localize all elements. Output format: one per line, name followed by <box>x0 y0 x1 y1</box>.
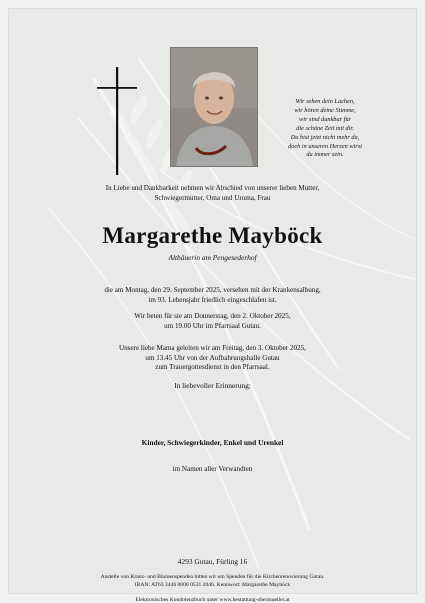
deceased-subtitle: Altbäuerin am Pengesederhof <box>168 253 257 262</box>
poem-line: Du bist jetzt nicht mehr da, <box>290 133 360 141</box>
poem-line: die schöne Zeit mit dir. <box>296 124 354 132</box>
family-address: 4293 Gutau, Fürling 16 <box>177 557 248 566</box>
intro-line: Schwiegermutter, Oma und Uroma, Frau <box>154 194 271 202</box>
mourners-list: Kinder, Schwiegerkinder, Enkel und Urenkel <box>141 438 284 447</box>
memory-heading: In liebevoller Erinnerung: <box>174 381 251 390</box>
farewell-intro <box>9 183 416 203</box>
funeral-line: zum Trauergottesdienst in den Pfarrsaal. <box>155 363 270 372</box>
donation-line: Anstelle von Kranz- und Blumenspenden bitten wir um Spenden für die Kirchenrenovierung Gutau. <box>100 574 325 580</box>
poem-line: doch in unseren Herzen wirst <box>288 142 362 150</box>
relatives-line: im Namen aller Verwandten <box>172 465 253 473</box>
prayer-line: um 19.00 Uhr im Pfarrsaal Gutau. <box>164 321 261 330</box>
funeral-notice <box>9 344 416 373</box>
condolence-book-link[interactable]: Elektronisches Kondolenzbuch unter www.bestattung-obermueller.at <box>135 597 290 603</box>
poem-line: wir sind dankbar für <box>299 115 351 123</box>
memorial-poem <box>271 98 379 160</box>
funeral-line: Unsere liebe Mama geleiten wir am Freitag, den 3. Oktober 2025, <box>119 344 306 352</box>
poem-line: Wir sehen dein Lachen, <box>295 98 355 105</box>
poem-line: wir hören deine Stimme, <box>294 106 356 114</box>
death-notice <box>9 286 416 305</box>
poem-line: du immer sein. <box>306 151 344 159</box>
deceased-name: Margarethe Mayböck <box>102 223 323 248</box>
donation-note <box>9 573 416 589</box>
prayer-notice <box>9 312 416 331</box>
portrait-photo <box>170 47 258 167</box>
prayer-line: Wir beten für sie am Donnerstag, den 2. Oktober 2025, <box>134 312 291 320</box>
death-notice-line: die am Montag, den 29. September 2025, versehen mit der Krankensalbung, <box>104 286 321 294</box>
cross-icon <box>97 67 141 175</box>
obituary-card <box>8 8 417 603</box>
death-notice-line: im 93. Lebensjahr friedlich eingeschlafen ist. <box>148 295 277 304</box>
donation-line: IBAN: AT63 3446 0000 0531 2046. Kennwort: Margarethe Mayböck <box>134 582 291 588</box>
funeral-line: um 13.45 Uhr von der Aufbahrungshalle Gutau <box>145 353 280 362</box>
intro-line: In Liebe und Dankbarkeit nehmen wir Abschied von unserer lieben Mutter, <box>105 184 320 192</box>
